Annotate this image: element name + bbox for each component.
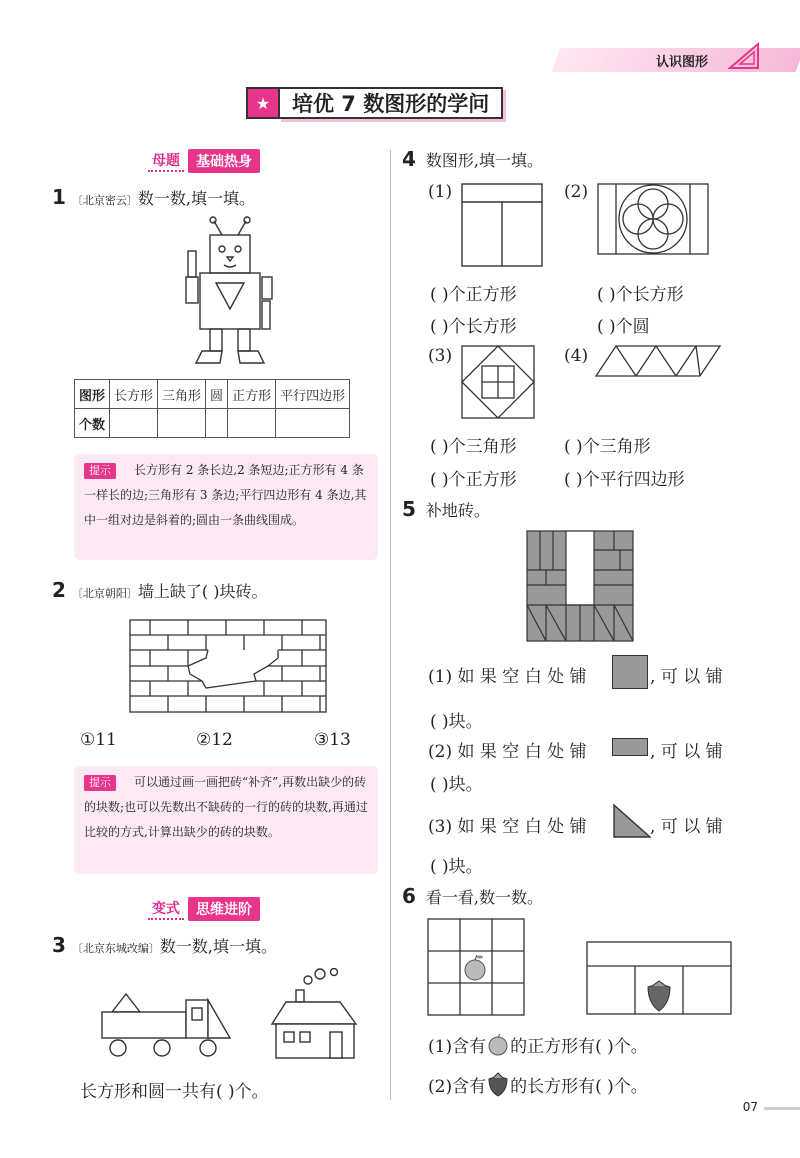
q1-table <box>74 379 350 438</box>
truck-figure <box>98 992 248 1062</box>
q2-heading <box>52 578 268 602</box>
tag-advanced <box>148 898 260 920</box>
table-cell: 三角形 <box>158 380 206 409</box>
q1-source: 〔北京密云〕 <box>71 194 138 207</box>
rect-tile-icon <box>612 738 648 756</box>
q3-text: 数一数,填一填。 <box>159 937 278 956</box>
q6-part1 <box>428 1032 648 1057</box>
table-row <box>75 380 350 409</box>
table-cell: 长方形 <box>110 380 158 409</box>
tip-box-2 <box>74 766 378 874</box>
tag-advanced-b: 思维进阶 <box>188 897 260 921</box>
answer-cell[interactable] <box>206 409 228 438</box>
q4-line: ( )个正方形 <box>430 470 517 490</box>
q6-number: 6 <box>402 884 416 908</box>
tag-base <box>148 150 260 172</box>
q4-figure-2 <box>596 182 710 256</box>
q4-line: ( )个平行四边形 <box>564 470 685 490</box>
q5-part3-blank: ( )块。 <box>430 857 483 877</box>
q4-label-3: (3) <box>428 346 453 366</box>
answer-cell[interactable] <box>158 409 206 438</box>
q1-text: 数一数,填一填。 <box>137 189 256 208</box>
table-cell: 图形 <box>75 380 110 409</box>
q6-part2 <box>428 1071 648 1097</box>
page-number-rule <box>764 1107 800 1110</box>
answer-cell[interactable] <box>110 409 158 438</box>
brick-wall-figure <box>128 618 328 714</box>
q6-part1-pre: (1)含有 <box>428 1037 487 1057</box>
q4-label-2: (2) <box>564 182 589 202</box>
tip-label: 提示 <box>84 775 116 791</box>
q4-text: 数图形,填一填。 <box>425 151 544 170</box>
q1-heading <box>52 185 255 209</box>
tip-text: 可以通过画一画把砖“补齐”,再数出缺少的砖的块数;也可以先数出不缺砖的一行的砖的块数,再通过比较的方式,计算出缺少的砖的块数。 <box>84 775 368 839</box>
q4-heading <box>402 147 543 171</box>
q6-part1-post: 的正方形有( )个。 <box>510 1037 648 1057</box>
q5-part1-post: , 可 以 铺 <box>650 667 723 687</box>
page-title <box>246 87 503 119</box>
q5-part3-post: , 可 以 铺 <box>650 817 723 837</box>
q4-line: ( )个正方形 <box>430 285 517 305</box>
q4-figure-4 <box>594 344 724 378</box>
option-3[interactable]: ③13 <box>314 730 351 750</box>
q6-grid-apple <box>427 918 525 1016</box>
option-1[interactable]: ①11 <box>80 730 117 750</box>
q4-label-1: (1) <box>428 182 453 202</box>
q6-part2-pre: (2)含有 <box>428 1076 487 1097</box>
apple-icon <box>486 1033 510 1057</box>
q4-line: ( )个长方形 <box>597 285 684 305</box>
answer-cell[interactable] <box>228 409 276 438</box>
q4-figure-1 <box>460 182 544 268</box>
q2-source: 〔北京朝阳〕 <box>71 587 138 600</box>
q3-number: 3 <box>52 933 66 957</box>
q6-text: 看一看,数一数。 <box>425 888 544 907</box>
q5-part1-blank: ( )块。 <box>430 712 483 732</box>
q6-part2-post: 的长方形有( )个。 <box>510 1076 648 1097</box>
q5-part2-post: , 可 以 铺 <box>650 742 723 762</box>
q5-text: 补地砖。 <box>425 501 490 520</box>
table-row <box>75 409 350 438</box>
q2-text: 墙上缺了( )块砖。 <box>137 582 268 601</box>
house-figure <box>270 968 362 1060</box>
apple-icon <box>465 955 485 980</box>
page-number: 07 <box>742 1100 758 1114</box>
strawberry-icon <box>486 1071 510 1097</box>
ruler-triangle-icon <box>728 40 762 70</box>
square-tile-icon <box>612 655 648 689</box>
q4-line: ( )个长方形 <box>430 317 517 337</box>
table-cell: 平行四边形 <box>276 380 350 409</box>
triangle-tile-icon <box>612 803 652 839</box>
q5-part3-text: (3) 如 果 空 白 处 铺 <box>428 817 587 837</box>
strawberry-icon <box>648 981 670 1011</box>
tip-label: 提示 <box>84 463 116 479</box>
section-title: 认识图形 <box>656 55 709 70</box>
q4-line: ( )个三角形 <box>430 437 517 457</box>
q5-part2-blank: ( )块。 <box>430 775 483 795</box>
tip-text: 长方形有 2 条长边,2 条短边;正方形有 4 条一样长的边;三角形有 3 条边;平行四边形有 4 条边,其中一组对边是斜着的;圆由一条曲线围成。 <box>84 463 367 527</box>
q4-number: 4 <box>402 147 416 171</box>
answer-cell[interactable] <box>276 409 350 438</box>
q5-part1-text: (1) 如 果 空 白 处 铺 <box>428 667 587 687</box>
robot-figure <box>180 215 280 370</box>
tag-base-b: 基础热身 <box>188 149 260 173</box>
page-title-text: 培优 7 数图形的学问 <box>278 87 503 119</box>
star-icon: ★ <box>246 87 278 119</box>
q2-number: 2 <box>52 578 66 602</box>
q3-source: 〔北京东城改编〕 <box>71 942 160 955</box>
table-cell: 圆 <box>206 380 228 409</box>
q4-figure-3 <box>460 344 536 420</box>
q4-line: ( )个圆 <box>597 317 650 337</box>
tag-advanced-a: 变式 <box>148 898 184 920</box>
q6-grid-strawberry <box>586 941 732 1015</box>
q4-label-4: (4) <box>564 346 589 366</box>
table-cell: 个数 <box>75 409 110 438</box>
column-divider <box>390 150 391 1100</box>
q5-heading <box>402 497 490 521</box>
q6-heading <box>402 884 543 908</box>
table-cell: 正方形 <box>228 380 276 409</box>
q4-line: ( )个三角形 <box>564 437 651 457</box>
q3-answer-line: 长方形和圆一共有( )个。 <box>80 1082 269 1102</box>
tip-box-1 <box>74 454 378 560</box>
tag-base-a: 母题 <box>148 150 184 172</box>
q3-heading <box>52 933 277 957</box>
q5-part2-text: (2) 如 果 空 白 处 铺 <box>428 742 587 762</box>
q1-number: 1 <box>52 185 66 209</box>
q5-number: 5 <box>402 497 416 521</box>
floor-tile-figure <box>526 530 634 642</box>
option-2[interactable]: ②12 <box>196 730 233 750</box>
